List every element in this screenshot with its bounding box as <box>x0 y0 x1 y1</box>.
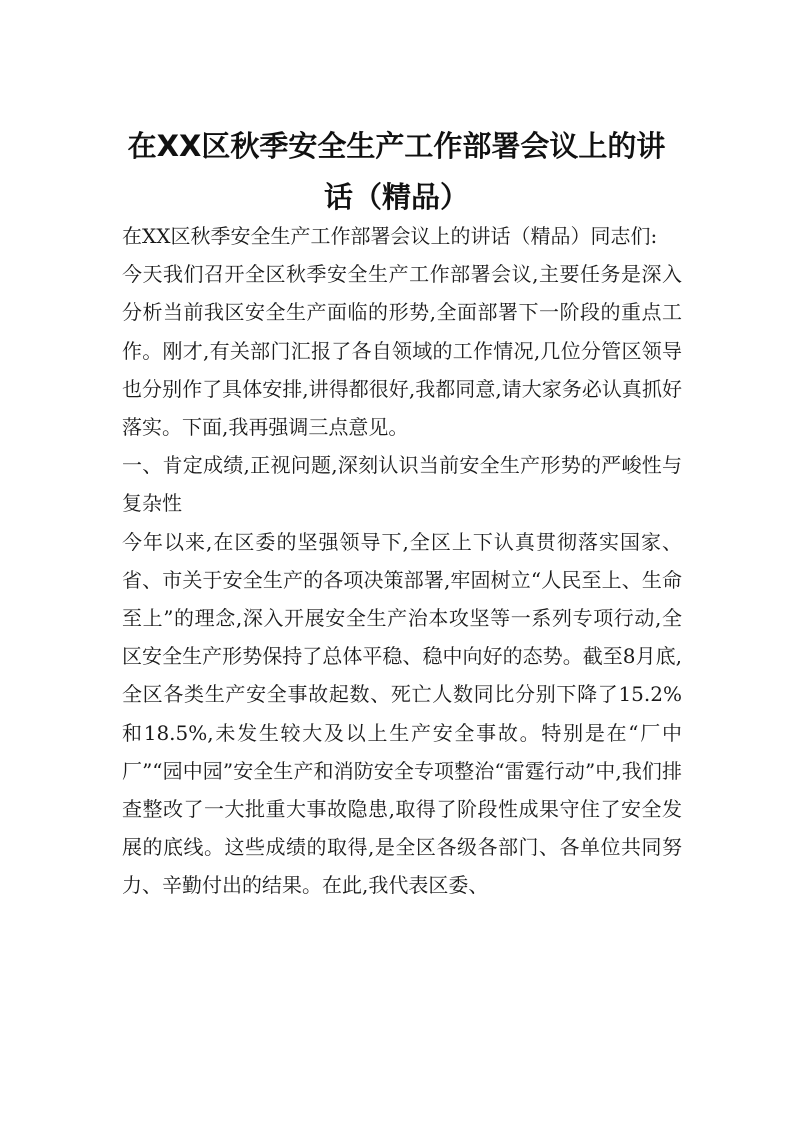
salutation-paragraph: 在XX区秋季安全生产工作部署会议上的讲话（精品）同志们: <box>122 224 658 248</box>
section-heading-1: 一、肯定成绩,正视问题,深刻认识当前安全生产形势的严峻性与复杂性 <box>122 453 682 516</box>
document-title-line-1: 在XX区秋季安全生产工作部署会议上的讲 <box>127 129 666 163</box>
document-body <box>122 217 682 905</box>
section-1-paragraph: 今年以来,在区委的坚强领导下,全区上下认真贯彻落实国家、省、市关于安全生产的各项决策部署,牢固树立“人民至上、生命至上”的理念,深入开展安全生产治本攻坚等一系列专项行动,全区安全生产形势保持了总体平稳、稳中向好的态势。截至8月底,全区各类生产安全事故起数、死亡人数同比分别下降了15.2%和18.5%,未发生较大及以上生产安全事故。特别是在“厂中厂”“园中园”安全生产和消防安全专项整治“雷霆行动”中,我们排查整改了一大批重大事故隐患,取得了阶段性成果守住了安全发展的底线。这些成绩的取得,是全区各级各部门、各单位共同努力、辛勤付出的结果。在此,我代表区委、 <box>122 529 682 898</box>
document-title-line-2: 话（精品） <box>323 180 469 214</box>
intro-paragraph: 今天我们召开全区秋季安全生产工作部署会议,主要任务是深入分析当前我区安全生产面临的形势,全面部署下一阶段的重点工作。刚才,有关部门汇报了各自领域的工作情况,几位分管区领导也分别作了具体安排,讲得都很好,我都同意,请大家务必认真抓好落实。下面,我再强调三点意见。 <box>122 262 682 440</box>
